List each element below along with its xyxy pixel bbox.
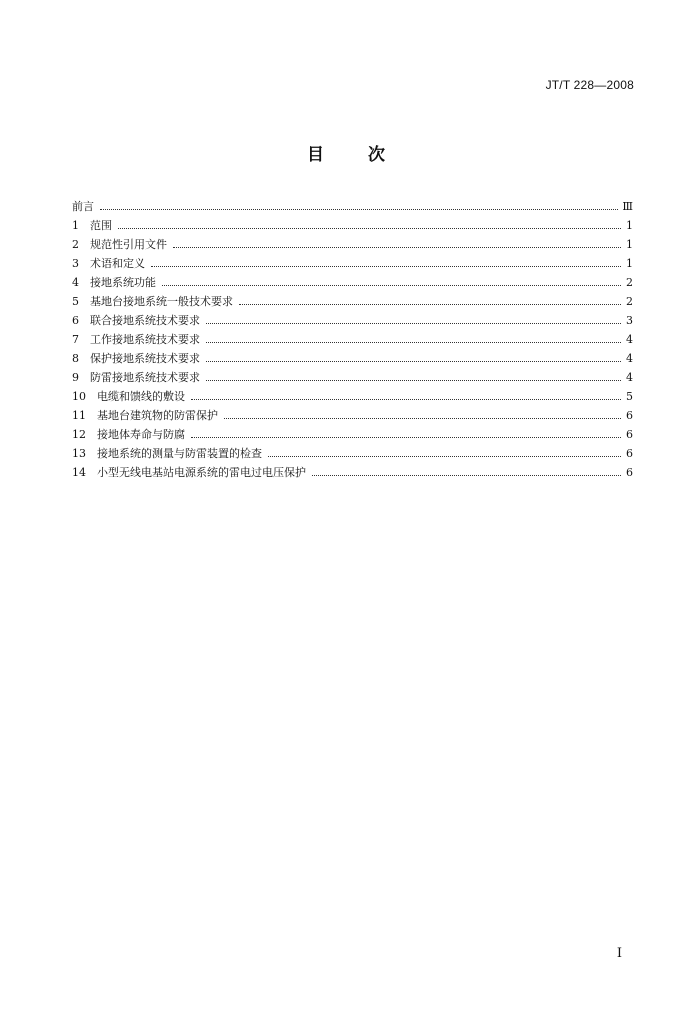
toc-entry-page: 6 bbox=[626, 466, 633, 479]
toc-leader-dots bbox=[151, 265, 621, 267]
toc-entry-page: Ⅲ bbox=[622, 200, 633, 213]
toc-entry-page: 1 bbox=[626, 219, 633, 232]
toc-entry-label: 基地台建筑物的防雷保护 bbox=[97, 409, 218, 422]
toc-entry-number: 14 bbox=[72, 466, 86, 479]
page-number: I bbox=[616, 946, 622, 961]
toc-entry-page: 5 bbox=[626, 390, 633, 403]
toc-entry-number: 2 bbox=[72, 238, 79, 251]
toc-entry-foreword[interactable] bbox=[72, 197, 633, 216]
toc-entry-page: 4 bbox=[626, 333, 633, 346]
toc-leader-dots bbox=[206, 379, 621, 381]
toc-entry-page: 2 bbox=[626, 276, 633, 289]
toc-entry-11[interactable] bbox=[72, 406, 633, 425]
toc-entry-page: 6 bbox=[626, 428, 633, 441]
toc-leader-dots bbox=[206, 341, 621, 343]
toc-entry-label: 规范性引用文件 bbox=[90, 238, 167, 251]
toc-entry-label: 术语和定义 bbox=[90, 257, 145, 270]
toc-leader-dots bbox=[268, 455, 621, 457]
toc-entry-page: 1 bbox=[626, 257, 633, 270]
toc-entry-label: 防雷接地系统技术要求 bbox=[90, 371, 200, 384]
toc-entry-number: 5 bbox=[72, 295, 79, 308]
toc-entry-label: 接地系统功能 bbox=[90, 276, 156, 289]
toc-leader-dots bbox=[206, 322, 621, 324]
toc-leader-dots bbox=[191, 398, 621, 400]
toc-entry-label: 前言 bbox=[72, 200, 94, 213]
toc-entry-10[interactable] bbox=[72, 387, 633, 406]
toc-entry-number: 7 bbox=[72, 333, 79, 346]
toc-entry-number: 3 bbox=[72, 257, 79, 270]
toc-entry-label: 工作接地系统技术要求 bbox=[90, 333, 200, 346]
toc-entry-number: 6 bbox=[72, 314, 79, 327]
table-of-contents bbox=[72, 197, 633, 482]
toc-entry-number: 11 bbox=[72, 409, 86, 422]
toc-entry-number: 10 bbox=[72, 390, 86, 403]
page-title: 目次 bbox=[307, 145, 429, 165]
toc-leader-dots bbox=[224, 417, 621, 419]
toc-entry-label: 接地体寿命与防腐 bbox=[97, 428, 185, 441]
toc-entry-label: 保护接地系统技术要求 bbox=[90, 352, 200, 365]
toc-entry-6[interactable] bbox=[72, 311, 633, 330]
toc-entry-4[interactable] bbox=[72, 273, 633, 292]
toc-entry-2[interactable] bbox=[72, 235, 633, 254]
toc-entry-7[interactable] bbox=[72, 330, 633, 349]
toc-entry-label: 接地系统的测量与防雷装置的检查 bbox=[97, 447, 262, 460]
toc-entry-12[interactable] bbox=[72, 425, 633, 444]
toc-entry-label: 电缆和馈线的敷设 bbox=[97, 390, 185, 403]
toc-leader-dots bbox=[100, 208, 618, 210]
toc-leader-dots bbox=[162, 284, 621, 286]
toc-entry-page: 6 bbox=[626, 409, 633, 422]
toc-entry-number: 1 bbox=[72, 219, 79, 232]
toc-entry-number: 9 bbox=[72, 371, 79, 384]
toc-entry-number: 4 bbox=[72, 276, 79, 289]
toc-entry-page: 1 bbox=[626, 238, 633, 251]
toc-entry-label: 范围 bbox=[90, 219, 112, 232]
toc-entry-8[interactable] bbox=[72, 349, 633, 368]
toc-entry-1[interactable] bbox=[72, 216, 633, 235]
toc-entry-page: 3 bbox=[626, 314, 633, 327]
toc-leader-dots bbox=[206, 360, 621, 362]
toc-entry-number: 13 bbox=[72, 447, 86, 460]
toc-leader-dots bbox=[312, 474, 621, 476]
toc-entry-page: 4 bbox=[626, 352, 633, 365]
toc-entry-page: 4 bbox=[626, 371, 633, 384]
toc-entry-13[interactable] bbox=[72, 444, 633, 463]
toc-entry-page: 6 bbox=[626, 447, 633, 460]
toc-entry-label: 基地台接地系统一般技术要求 bbox=[90, 295, 233, 308]
toc-entry-14[interactable] bbox=[72, 463, 633, 482]
toc-entry-label: 联合接地系统技术要求 bbox=[90, 314, 200, 327]
standard-code: JT/T 228—2008 bbox=[545, 78, 634, 92]
toc-entry-page: 2 bbox=[626, 295, 633, 308]
toc-entry-number: 12 bbox=[72, 428, 86, 441]
toc-entry-number: 8 bbox=[72, 352, 79, 365]
toc-entry-9[interactable] bbox=[72, 368, 633, 387]
toc-leader-dots bbox=[173, 246, 621, 248]
toc-entry-5[interactable] bbox=[72, 292, 633, 311]
toc-leader-dots bbox=[239, 303, 621, 305]
toc-entry-3[interactable] bbox=[72, 254, 633, 273]
toc-entry-label: 小型无线电基站电源系统的雷电过电压保护 bbox=[97, 466, 306, 479]
toc-leader-dots bbox=[118, 227, 621, 229]
toc-leader-dots bbox=[191, 436, 621, 438]
